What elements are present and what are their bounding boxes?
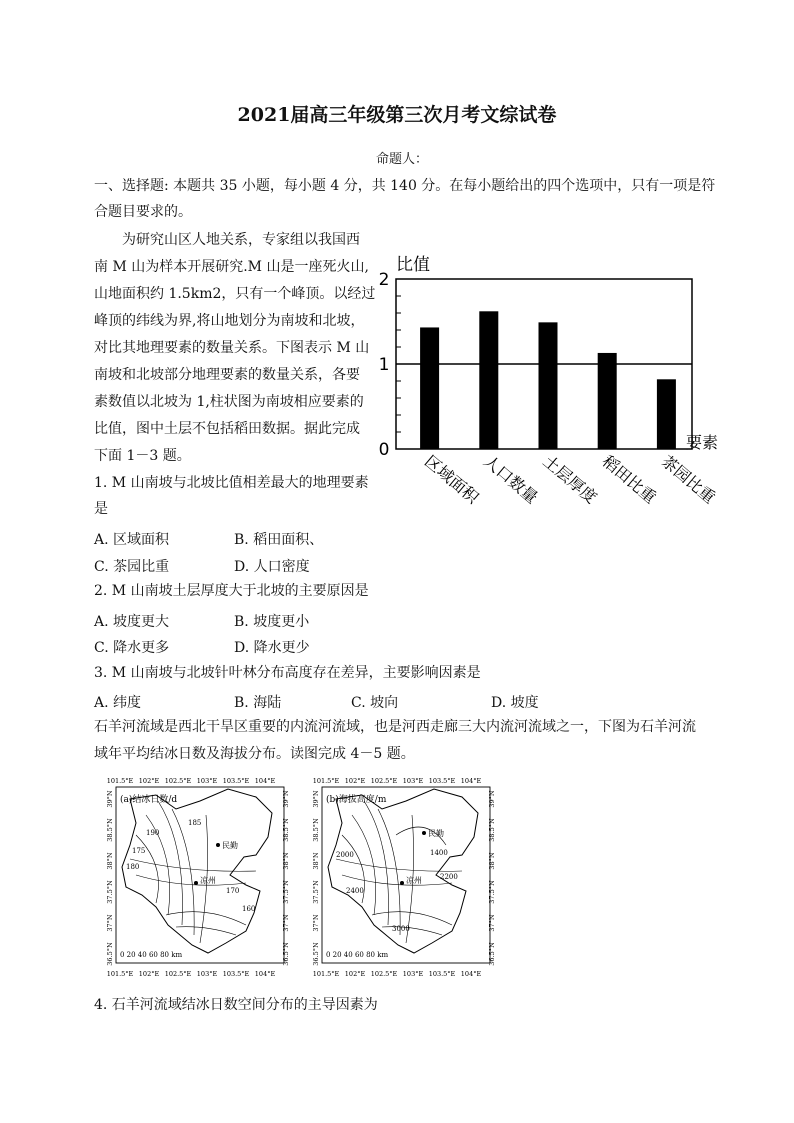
city-label: 民勤 (222, 841, 238, 850)
q3-option-b[interactable]: B. 海陆 (234, 695, 282, 711)
map-title: (b)海拔高度/m (326, 795, 387, 805)
intro1-line: 为研究山区人地关系，专家组以我国西 (122, 232, 360, 248)
section-heading: 一、选择题: 本题共 35 小题，每小题 4 分，共 140 分。在每小题给出的四个选项中，只有一项是符 (94, 178, 716, 194)
longitude-label: 102.5°E (370, 777, 398, 785)
longitude-label: 102°E (138, 970, 160, 978)
y-axis-label: 比值 (396, 255, 430, 275)
latitude-label: 37°N (106, 914, 114, 932)
author-line: 命题人： (375, 152, 428, 167)
longitude-label: 103°E (402, 777, 424, 785)
latitude-label: 37°N (312, 914, 320, 932)
latitude-label: 38.5°N (312, 818, 320, 842)
scale-bar-label: 0 20 40 60 80 km (120, 951, 183, 959)
y-tick-label: 0 (378, 440, 390, 460)
longitude-label: 103°E (402, 970, 424, 978)
scale-bar-label: 0 20 40 60 80 km (326, 951, 389, 959)
x-tick-label: 区域面积 (421, 451, 483, 508)
latitude-label: 39°N (106, 790, 114, 808)
intro1-line: 素数值以北坡为 1,柱状图为南坡相应要素的 (94, 394, 364, 410)
longitude-label: 103.5°E (428, 777, 456, 785)
contour-label: 180 (126, 863, 140, 871)
x-tick-label: 稻田比重 (598, 451, 660, 508)
intro1-line: 山地面积约 1.5km2，只有一个峰顶。以经过 (94, 286, 376, 302)
longitude-label: 102.5°E (370, 970, 398, 978)
q2-option-c[interactable]: C. 降水更多 (94, 640, 170, 656)
q2-option-b[interactable]: B. 坡度更小 (234, 614, 310, 630)
q1-stem: 1. M 山南坡与北坡比值相差最大的地理要素 (94, 475, 369, 491)
q3-option-a[interactable]: A. 纬度 (94, 695, 142, 711)
contour-label: 185 (188, 819, 202, 827)
contour-label: 3000 (392, 925, 410, 933)
latitude-label: 38°N (106, 852, 114, 870)
contour-label: 190 (146, 829, 160, 837)
y-tick-label: 2 (378, 270, 390, 290)
contour-label: 160 (242, 905, 256, 913)
bar-5 (657, 379, 676, 449)
longitude-label: 101.5°E (312, 970, 340, 978)
intro2-line: 域年平均结冰日数及海拔分布。读图完成 4－5 题。 (94, 746, 415, 762)
longitude-label: 101.5°E (106, 970, 134, 978)
shiyang-river-maps (96, 775, 506, 980)
bar-2 (479, 311, 498, 449)
latitude-label: 37°N (282, 914, 290, 932)
longitude-label: 102°E (344, 777, 366, 785)
section-heading-cont: 合题目要求的。 (94, 204, 192, 220)
longitude-label: 102.5°E (164, 777, 192, 785)
page-title: 2021届高三年级第三次月考文综试卷 (237, 104, 557, 126)
q3-option-c[interactable]: C. 坡向 (351, 695, 399, 711)
city-label: 民勤 (428, 829, 444, 838)
latitude-label: 38°N (488, 852, 496, 870)
longitude-label: 104°E (254, 777, 276, 785)
intro1-line: 南坡和北坡部分地理要素的数量关系，各要 (94, 367, 360, 383)
q2-stem: 2. M 山南坡土层厚度大于北坡的主要原因是 (94, 583, 369, 599)
intro1-line: 比值，图中土层不包括稻田数据。据此完成 (94, 421, 360, 437)
q1-stem-cont: 是 (94, 501, 108, 517)
bar-1 (420, 327, 439, 449)
intro2-line: 石羊河流域是西北干旱区重要的内流河流域，也是河西走廊三大内流河流域之一，下图为石羊河流 (94, 719, 696, 735)
latitude-label: 36.5°N (488, 942, 496, 966)
longitude-label: 103.5°E (428, 970, 456, 978)
longitude-label: 101.5°E (106, 777, 134, 785)
latitude-label: 38.5°N (106, 818, 114, 842)
longitude-label: 102°E (138, 777, 160, 785)
latitude-label: 37.5°N (488, 880, 496, 904)
q3-option-d[interactable]: D. 坡度 (491, 695, 539, 711)
contour-label: 2200 (440, 873, 458, 881)
longitude-label: 104°E (460, 777, 482, 785)
contour-label: 1400 (430, 849, 448, 857)
longitude-label: 103.5°E (222, 970, 250, 978)
city-label: 凉州 (200, 876, 216, 885)
bar-3 (539, 322, 558, 449)
x-axis-label: 要素 (686, 433, 719, 452)
q1-option-a[interactable]: A. 区域面积 (94, 532, 170, 548)
latitude-label: 38.5°N (282, 818, 290, 842)
latitude-label: 37.5°N (312, 880, 320, 904)
q2-option-a[interactable]: A. 坡度更大 (94, 614, 170, 630)
longitude-label: 102.5°E (164, 970, 192, 978)
map-title: (a)结冰日数/d (120, 795, 178, 805)
longitude-label: 102°E (344, 970, 366, 978)
latitude-label: 38°N (312, 852, 320, 870)
intro1-line: 对比其地理要素的数量关系。下图表示 M 山 (94, 340, 370, 356)
contour-label: 170 (226, 887, 240, 895)
latitude-label: 36.5°N (106, 942, 114, 966)
latitude-label: 39°N (282, 790, 290, 808)
y-tick-label: 1 (378, 355, 390, 375)
q1-option-d[interactable]: D. 人口密度 (234, 559, 310, 575)
map-freeze-days (116, 787, 284, 963)
longitude-label: 104°E (254, 970, 276, 978)
intro1-line: 南 M 山为样本开展研究.M 山是一座死火山, (94, 259, 369, 275)
intro1-line: 峰顶的纬线为界,将山地划分为南坡和北坡， (94, 313, 365, 329)
latitude-label: 39°N (312, 790, 320, 808)
longitude-label: 101.5°E (312, 777, 340, 785)
q4-stem: 4. 石羊河流域结冰日数空间分布的主导因素为 (94, 997, 378, 1013)
contour-label: 2000 (336, 851, 354, 859)
latitude-label: 37.5°N (106, 880, 114, 904)
latitude-label: 37°N (488, 914, 496, 932)
latitude-label: 39°N (488, 790, 496, 808)
intro1-line: 下面 1－3 题。 (94, 448, 191, 464)
longitude-label: 103.5°E (222, 777, 250, 785)
q3-stem: 3. M 山南坡与北坡针叶林分布高度存在差异，主要影响因素是 (94, 665, 481, 681)
x-tick-label: 茶园比重 (657, 451, 720, 508)
longitude-label: 103°E (196, 777, 218, 785)
bar-4 (598, 353, 617, 449)
x-tick-label: 土层厚度 (539, 451, 601, 508)
q2-option-d[interactable]: D. 降水更少 (234, 640, 310, 656)
contour-label: 175 (132, 847, 146, 855)
latitude-label: 36.5°N (312, 942, 320, 966)
longitude-label: 103°E (196, 970, 218, 978)
x-tick-label: 人口数量 (480, 451, 542, 508)
q1-option-c[interactable]: C. 茶园比重 (94, 559, 170, 575)
map-elevation (322, 787, 490, 963)
latitude-label: 38.5°N (488, 818, 496, 842)
q1-option-b[interactable]: B. 稻田面积、 (234, 532, 324, 548)
contour-label: 2400 (346, 887, 364, 895)
latitude-label: 38°N (282, 852, 290, 870)
latitude-label: 37.5°N (282, 880, 290, 904)
latitude-label: 36.5°N (282, 942, 290, 966)
longitude-label: 104°E (460, 970, 482, 978)
city-label: 凉州 (406, 876, 422, 885)
ratio-bar-chart (360, 248, 760, 518)
